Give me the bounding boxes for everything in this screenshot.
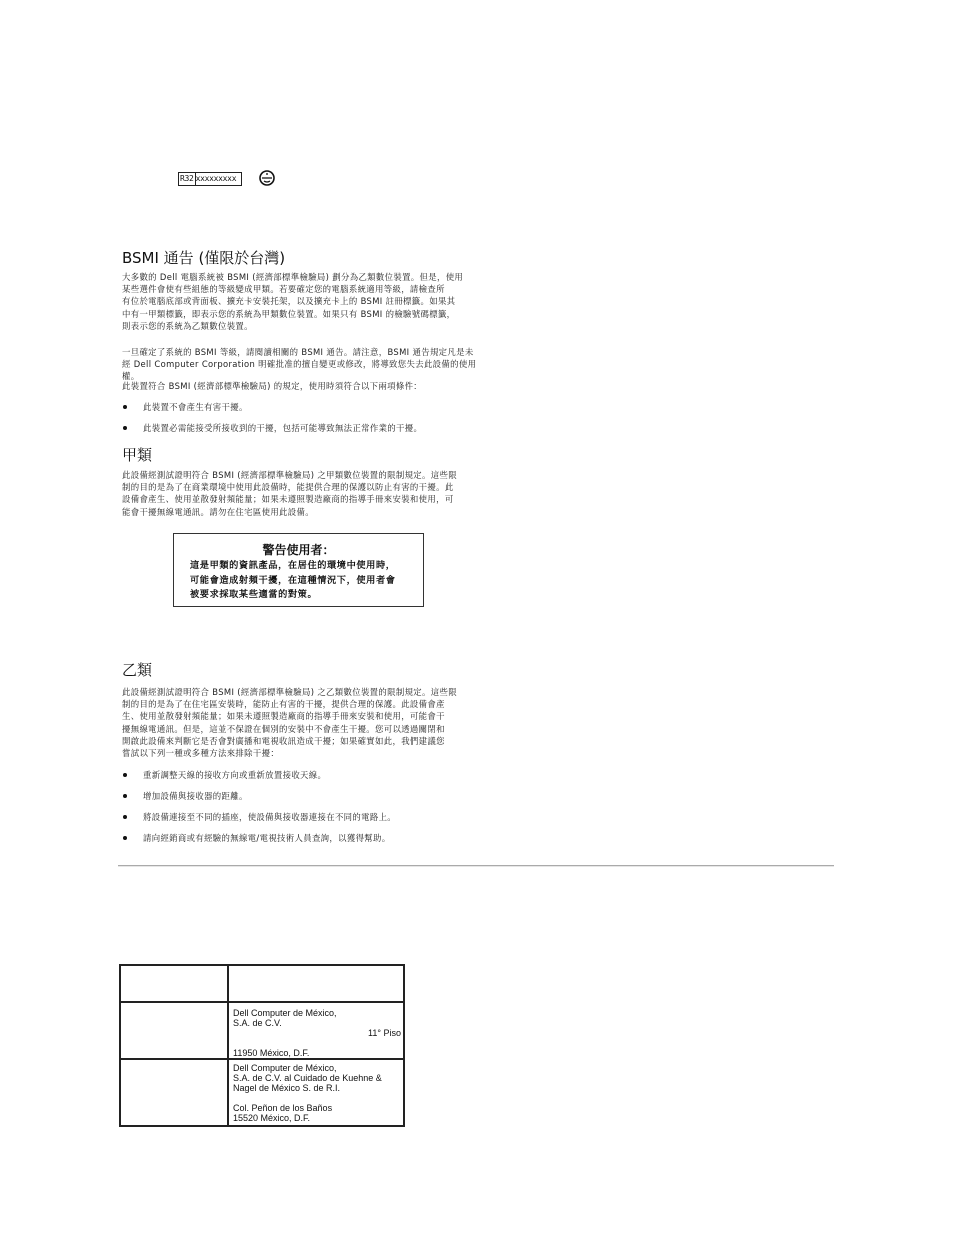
table-row	[120, 1059, 404, 1126]
table-cell	[120, 1002, 228, 1059]
table-cell	[228, 1002, 404, 1059]
bullet-dot	[123, 773, 127, 777]
bsmi-bullet-1: 此裝置不會產生有害干擾。	[143, 402, 248, 412]
warning-title: 警告使用者：	[262, 543, 335, 557]
bsmi-mark-box	[178, 172, 242, 186]
address-city: 15520 México, D.F.	[233, 1113, 311, 1123]
bsmi-para3	[122, 380, 482, 392]
bsmi-title: BSMI 通告 (僅限於台灣)	[122, 249, 286, 267]
text-line: 某些選件會使有些組態的等級變成甲類。若要確定您的電腦系統適用等級，請檢查所	[122, 284, 445, 295]
text-line: 擾無線電通訊。但是，這並不保證在個別的安裝中不會產生干擾。您可以透過關閉和	[122, 723, 445, 734]
table-cell	[120, 1059, 228, 1126]
text-line: 一旦確定了系統的 BSMI 等級，請閱讀相關的 BSMI 通告。請注意，BSMI 通告規定凡是未	[122, 347, 474, 357]
bullet-dot	[123, 815, 127, 819]
table-cell	[120, 965, 228, 1002]
bullet-dot	[123, 794, 127, 798]
text-line: 則表示您的系統為乙類數位裝置。	[122, 320, 253, 331]
text-line: 開啟此設備來判斷它是否會對廣播和電視收訊造成干擾；如果確實如此，我們建議您	[122, 735, 445, 746]
text-line: 此裝置符合 BSMI (經濟部標準檢驗局) 的規定，使用時須符合以下兩項條件：	[122, 381, 423, 391]
bsmi-mark-prefix: R32	[180, 174, 194, 183]
text-line: 制的目的是為了在住宅區安裝時，能防止有害的干擾，提供合理的保護。此設備會產	[122, 699, 445, 710]
table-row	[120, 965, 404, 1002]
class-a-warning-box	[173, 533, 424, 607]
warning-line: 這是甲類的資訊產品，在居住的環境中使用時，	[190, 560, 396, 571]
address-colonia: Col. Peñon de los Baños	[233, 1103, 333, 1113]
company-name-3: Nagel de México S. de R.I.	[233, 1083, 341, 1093]
bsmi-logo-icon	[258, 169, 276, 187]
class-b-bullet-2: 增加設備與接收器的距離。	[143, 791, 248, 801]
address-floor: 11° Piso	[368, 1028, 401, 1038]
text-line: 經 Dell Computer Corporation 明確批准的擅自變更或修改，將導致您失去此設備的使用權。	[122, 359, 477, 382]
class-a-title: 甲類	[122, 446, 153, 464]
table-cell	[228, 965, 404, 1002]
text-line: 有位於電腦底部或背面板、擴充卡安裝托架，以及擴充卡上的 BSMI 註冊標籤。如果其	[122, 296, 456, 307]
text-line: 此設備經測試證明符合 BSMI (經濟部標準檢驗局) 之乙類數位裝置的限制規定。這些限	[122, 687, 457, 697]
company-name: Dell Computer de México,	[233, 1008, 337, 1018]
class-b-bullet-3: 將設備連接至不同的插座，使設備與接收器連接在不同的電路上。	[143, 812, 397, 822]
table-cell	[228, 1059, 404, 1126]
class-a-para	[122, 469, 482, 518]
company-name: Dell Computer de México,	[233, 1063, 337, 1073]
text-line: 設備會產生、使用並散發射頻能量；如果未遵照製造廠商的指導手冊來安裝和使用，可	[122, 494, 454, 505]
section-divider	[118, 865, 834, 867]
text-line: 大多數的 Dell 電腦系統被 BSMI (經濟部標準檢驗局) 劃分為乙類數位裝置。但是，使用	[122, 272, 464, 282]
bullet-dot	[123, 836, 127, 840]
table-row	[120, 1002, 404, 1059]
importer-table	[119, 964, 405, 1127]
address-city: 11950 México, D.F.	[233, 1048, 310, 1058]
bsmi-mark-code: xxxxxxxxx	[195, 174, 237, 183]
warning-body	[190, 559, 396, 603]
company-name-2: S.A. de C.V.	[233, 1018, 282, 1028]
text-line: 中有一甲類標籤，即表示您的系統為甲類數位裝置。如果只有 BSMI 的檢驗號碼標籤，	[122, 308, 456, 319]
text-line: 能會干擾無線電通訊。請勿在住宅區使用此設備。	[122, 506, 314, 517]
bsmi-para2	[122, 346, 482, 383]
class-b-bullet-1: 重新調整天線的接收方向或重新放置接收天線。	[143, 770, 327, 780]
bsmi-para1	[122, 271, 482, 332]
warning-line: 被要求採取某些適當的對策。	[190, 589, 318, 600]
class-b-title: 乙類	[122, 661, 153, 679]
warning-line: 可能會造成射頻干擾，在這種情況下，使用者會	[190, 574, 396, 586]
text-line: 制的目的是為了在商業環境中使用此設備時，能提供合理的保護以防止有害的干擾。此	[122, 482, 454, 493]
company-name-2: S.A. de C.V. al Cuidado de Kuehne &	[233, 1073, 382, 1083]
class-b-para	[122, 686, 482, 759]
class-b-bullet-4: 請向經銷商或有經驗的無線電/電視技術人員查詢，以獲得幫助。	[143, 833, 391, 843]
text-line: 此設備經測試證明符合 BSMI (經濟部標準檢驗局) 之甲類數位裝置的限制規定。這些限	[122, 470, 457, 480]
text-line: 生、使用並散發射頻能量；如果未遵照製造廠商的指導手冊來安裝和使用，可能會干	[122, 711, 445, 722]
bullet-dot	[123, 426, 127, 430]
bsmi-bullet-2: 此裝置必需能接受所接收到的干擾，包括可能導致無法正常作業的干擾。	[143, 423, 423, 433]
text-line: 嘗試以下列一種或多種方法來排除干擾：	[122, 748, 280, 759]
bullet-dot	[123, 405, 127, 409]
